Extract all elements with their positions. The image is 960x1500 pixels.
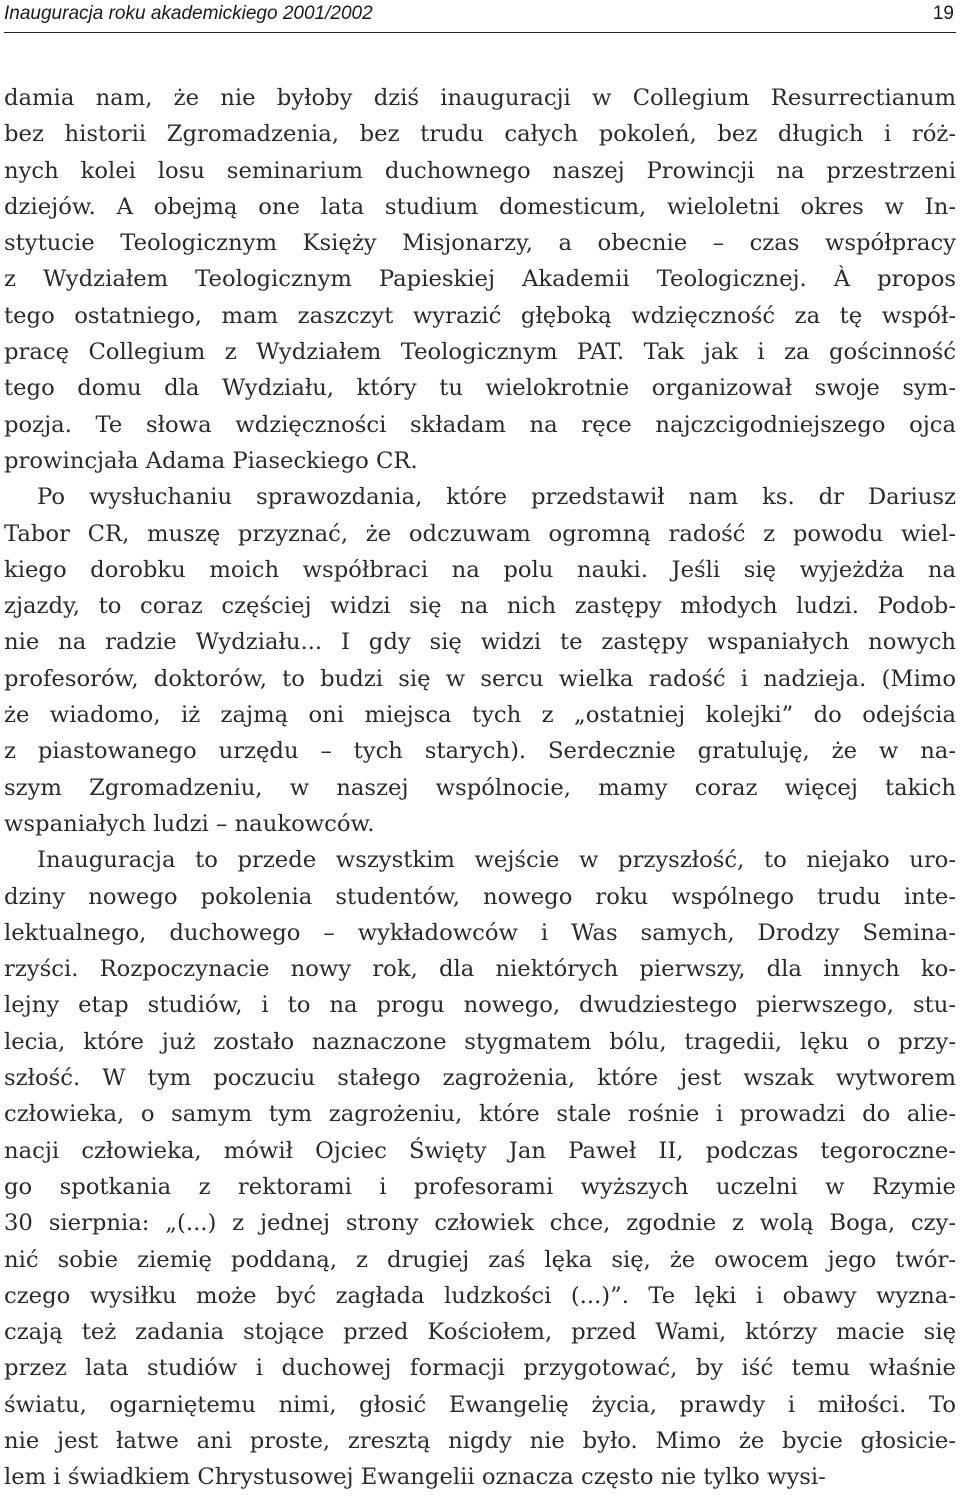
- text-line: [4, 661, 956, 697]
- text-run: człowieka, o samym tym zagrożeniu, które stale rośnie i prowadzi do alie-: [4, 1101, 956, 1128]
- text-run: światu, ogarniętemu nimi, głosić Ewangelię życia, prawdy i miłości. To: [4, 1391, 956, 1418]
- text-run: lektualnego, duchowego – wykładowców i Was samych, Drodzy Semina-: [4, 919, 956, 946]
- paragraph: [4, 842, 956, 1495]
- text-line: [4, 951, 956, 987]
- text-run: nacji człowieka, mówił Ojciec Święty Jan Paweł II, podczas tegoroczne-: [4, 1137, 956, 1164]
- text-line: [4, 1060, 956, 1096]
- text-run: wspaniałych ludzi – naukowców.: [4, 810, 375, 837]
- text-run: że wiadomo, iż zajmą oni miejsca tych z „ostatniej kolejki” do odejścia: [4, 702, 956, 729]
- text-run: dziejów. A obejmą one lata: [4, 193, 385, 220]
- text-run: pracę: [4, 339, 89, 366]
- text-line: [4, 1169, 956, 1205]
- text-line: [4, 261, 956, 297]
- text-run: prowincjała Adama Piaseckiego CR.: [4, 447, 418, 474]
- text-run: nie jest łatwe ani proste, zresztą nigdy nie było. Mimo że bycie głosicie-: [4, 1427, 956, 1454]
- text-line: [4, 116, 956, 152]
- text-line: [4, 552, 956, 588]
- text-line: [4, 1423, 956, 1459]
- text-line: [4, 842, 956, 878]
- text-run: Tabor CR, muszę przyznać, że odczuwam ogromną radość z powodu wiel-: [4, 520, 956, 547]
- text-run: z piastowanego urzędu – tych starych). Serdecznie gratuluję, że w na-: [4, 738, 956, 765]
- italic-text: Collegium: [88, 339, 206, 366]
- page-header: [4, 0, 956, 33]
- text-line: [4, 189, 956, 225]
- text-run: tego ostatniego, mam zaszczyt wyrazić głęboką wdzięczność za tę współ-: [4, 302, 956, 329]
- text-run: szym Zgromadzeniu, w naszej wspólnocie, mamy coraz więcej takich: [4, 774, 956, 801]
- text-run: czają też zadania stojące przed Kościołem, przed Wami, którzy macie się: [4, 1319, 956, 1346]
- text-line: [4, 806, 956, 842]
- text-run: tego domu dla Wydziału, który tu wielokrotnie organizował swoje sym-: [4, 375, 956, 402]
- text-line: [4, 770, 956, 806]
- text-line: [4, 1387, 956, 1423]
- text-run: profesorów, doktorów, to budzi się w sercu wielka radość i nadzieja. (Mimo: [4, 665, 956, 692]
- paragraph: [4, 80, 956, 479]
- text-run: rzyści. Rozpoczynacie nowy rok, dla niektórych pierwszy, dla innych ko-: [4, 956, 956, 983]
- text-run: go spotkania z rektorami i profesorami wyższych uczelni w Rzymie: [4, 1173, 956, 1200]
- text-run: , wieloletni okres w In-: [638, 193, 956, 220]
- text-run: Po wysłuchaniu sprawozdania, które przedstawił nam ks. dr Dariusz: [37, 484, 956, 511]
- text-line: [4, 697, 956, 733]
- text-line: [4, 733, 956, 769]
- text-line: [4, 1205, 956, 1241]
- text-line: [4, 915, 956, 951]
- text-line: [4, 1242, 956, 1278]
- text-run: lecia, które już zostało naznaczone stygmatem bólu, tragedii, lęku o przy-: [4, 1028, 956, 1055]
- text-run: stytucie Teologicznym Księży Misjonarzy, a obecnie – czas współpracy: [4, 230, 956, 257]
- text-line: [4, 334, 956, 370]
- body-text: [4, 80, 956, 1496]
- text-line: [4, 1459, 956, 1495]
- text-line: [4, 298, 956, 334]
- text-line: [4, 1350, 956, 1386]
- text-line: [4, 370, 956, 406]
- text-run: nych kolei losu seminarium duchownego naszej Prowincji na przestrzeni: [4, 157, 956, 184]
- italic-text: studium domesticum: [384, 193, 639, 220]
- text-run: dziny nowego pokolenia studentów, nowego roku wspólnego trudu inte-: [4, 883, 956, 910]
- text-run: czego wysiłku może być zagłada ludzkości (...)”. Te lęki i obawy wyzna-: [4, 1282, 956, 1309]
- text-line: [4, 80, 956, 116]
- page-number: 19: [932, 3, 954, 24]
- paragraph: [4, 479, 956, 842]
- text-line: [4, 588, 956, 624]
- text-run: kiego dorobku moich współbraci na polu nauki. Jeśli się wyjeżdża na: [4, 556, 956, 583]
- text-line: [4, 443, 956, 479]
- text-run: zjazdy, to coraz częściej widzi się na nich zastępy młodych ludzi. Podob-: [4, 593, 956, 620]
- text-line: [4, 1278, 956, 1314]
- text-run: damia nam, że nie byłoby dziś inauguracji w: [4, 85, 633, 111]
- text-run: nie na radzie Wydziału... I gdy się widzi te zastępy wspaniałych nowych: [4, 629, 956, 656]
- text-line: [4, 1314, 956, 1350]
- text-line: [4, 153, 956, 189]
- text-line: [4, 407, 956, 443]
- italic-text: À propos: [833, 266, 956, 293]
- text-line: [4, 624, 956, 660]
- text-run: lejny etap studiów, i to na progu nowego, dwudziestego pierwszego, stu-: [4, 992, 956, 1019]
- text-run: pozja. Te słowa wdzięczności składam na ręce najczcigodniejszego ojca: [4, 411, 956, 438]
- text-run: z Wydziałem Teologicznym Papieskiej Akademii Teologicznej.: [4, 266, 834, 293]
- text-line: [4, 879, 956, 915]
- text-line: [4, 516, 956, 552]
- text-line: [4, 1133, 956, 1169]
- italic-text: Collegium Resurrectianum: [632, 85, 956, 111]
- text-run: nić sobie ziemię poddaną, z drugiej zaś lęka się, że owocem jego twór-: [4, 1246, 956, 1273]
- text-run: 30 sierpnia: „(...) z jednej strony człowiek chce, zgodnie z wolą Boga, czy-: [4, 1210, 956, 1237]
- text-run: bez historii Zgromadzenia, bez trudu całych pokoleń, bez długich i róż-: [4, 121, 956, 148]
- running-title: Inauguracja roku akademickiego 2001/2002: [4, 3, 373, 24]
- text-line: [4, 1096, 956, 1132]
- text-run: szłość. W tym poczuciu stałego zagrożenia, które jest wszak wytworem: [4, 1065, 956, 1092]
- text-line: [4, 225, 956, 261]
- text-line: [4, 987, 956, 1023]
- text-line: [4, 1024, 956, 1060]
- text-run: przez lata studiów i duchowej formacji przygotować, by iść temu właśnie: [4, 1355, 956, 1382]
- text-run: Inauguracja to przede wszystkim wejście w przyszłość, to niejako uro-: [37, 847, 956, 874]
- text-run: z Wydziałem Teologicznym PAT. Tak jak i za gościnność: [205, 339, 956, 366]
- text-run: lem i świadkiem Chrystusowej Ewangelii oznacza często nie tylko wysi-: [4, 1464, 826, 1491]
- text-line: [4, 479, 956, 515]
